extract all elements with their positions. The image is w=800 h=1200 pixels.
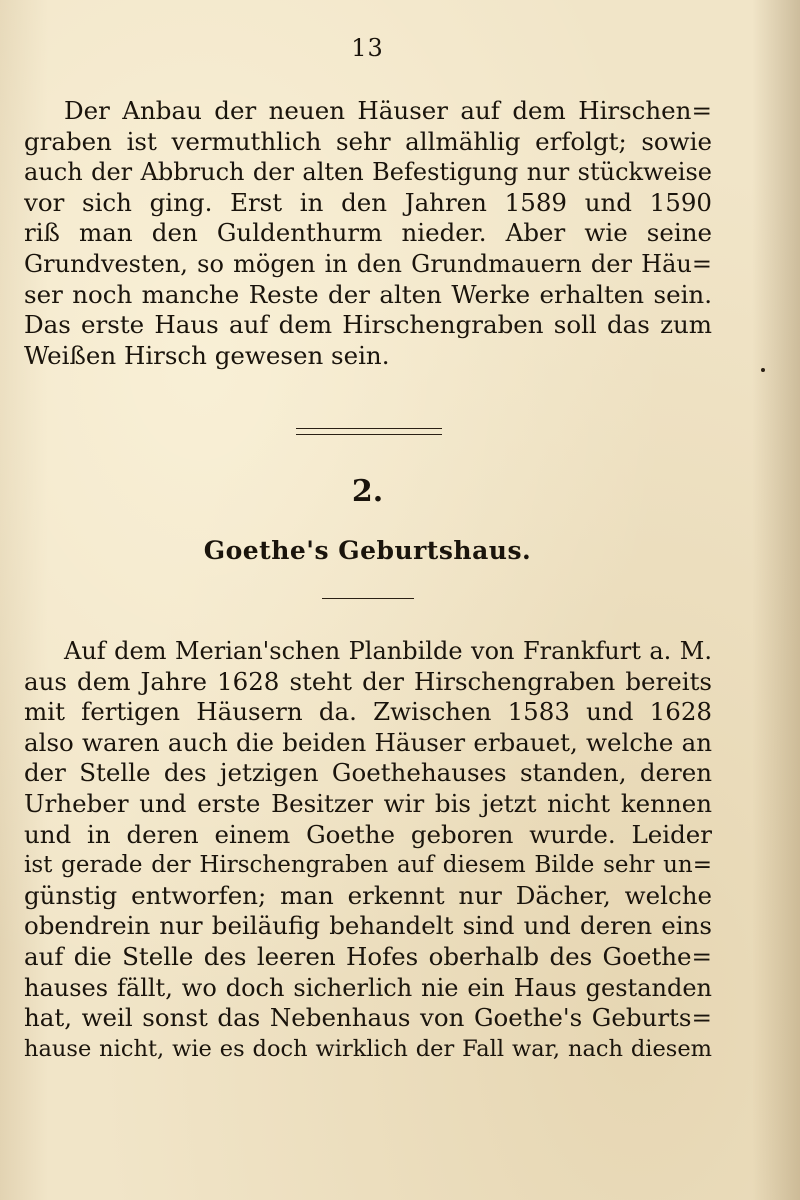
paragraph-merian-plan bbox=[24, 636, 712, 1064]
text-line: also waren auch die beiden Häuser erbauet, welche an bbox=[24, 727, 712, 757]
text-line: Urheber und erste Besitzer wir bis jetzt nicht kennen bbox=[24, 788, 712, 818]
text-line: Grundvesten, so mögen in den Grundmauern der Häu= bbox=[24, 249, 712, 278]
section-divider-double-rule bbox=[296, 428, 442, 435]
paragraph-hirschengraben-construction bbox=[24, 96, 712, 371]
text-line: obendrein nur beiläufig behandelt sind und deren eins bbox=[24, 911, 712, 941]
text-line: ist gerade der Hirschengraben auf diesem Bilde sehr un= bbox=[24, 852, 712, 879]
ink-dot bbox=[761, 368, 765, 372]
section-number: 2. bbox=[351, 474, 384, 509]
text-line: hause nicht, wie es doch wirklich der Fall war, nach diesem bbox=[24, 1035, 712, 1062]
page-number: 13 bbox=[351, 34, 384, 62]
text-line: Das erste Haus auf dem Hirschengraben soll das zum bbox=[24, 310, 712, 340]
text-line: ser noch manche Reste der alten Werke erhalten sein. bbox=[24, 279, 712, 309]
text-line: Der Anbau der neuen Häuser auf dem Hirschen= bbox=[64, 96, 712, 125]
text-line: mit fertigen Häusern da. Zwischen 1583 und 1628 bbox=[24, 697, 712, 727]
section-title: Goethe's Geburtshaus. bbox=[203, 536, 532, 565]
text-line: riß man den Guldenthurm nieder. Aber wie seine bbox=[24, 218, 712, 248]
text-line: Auf dem Merian'schen Planbilde von Frankfurt a. M. bbox=[64, 637, 712, 665]
text-line: auf die Stelle des leeren Hofes oberhalb des Goethe= bbox=[24, 941, 712, 971]
text-line: der Stelle des jetzigen Goethehauses standen, deren bbox=[24, 758, 712, 788]
text-line: graben ist vermuthlich sehr allmählig erfolgt; sowie bbox=[24, 126, 712, 156]
title-underline-rule bbox=[322, 598, 414, 599]
text-line: Weißen Hirsch gewesen sein. bbox=[24, 340, 390, 370]
text-line: hat, weil sonst das Nebenhaus von Goethe's Geburts= bbox=[24, 1003, 712, 1033]
text-line: aus dem Jahre 1628 steht der Hirschengraben bereits bbox=[24, 666, 712, 696]
text-line: vor sich ging. Erst in den Jahren 1589 und 1590 bbox=[24, 187, 712, 217]
text-line: und in deren einem Goethe geboren wurde. Leider bbox=[24, 819, 712, 849]
text-line: günstig entworfen; man erkennt nur Dächer, welche bbox=[24, 880, 712, 910]
text-line: hauses fällt, wo doch sicherlich nie ein Haus gestanden bbox=[24, 973, 712, 1002]
text-line: auch der Abbruch der alten Befestigung nur stückweise bbox=[24, 158, 712, 187]
